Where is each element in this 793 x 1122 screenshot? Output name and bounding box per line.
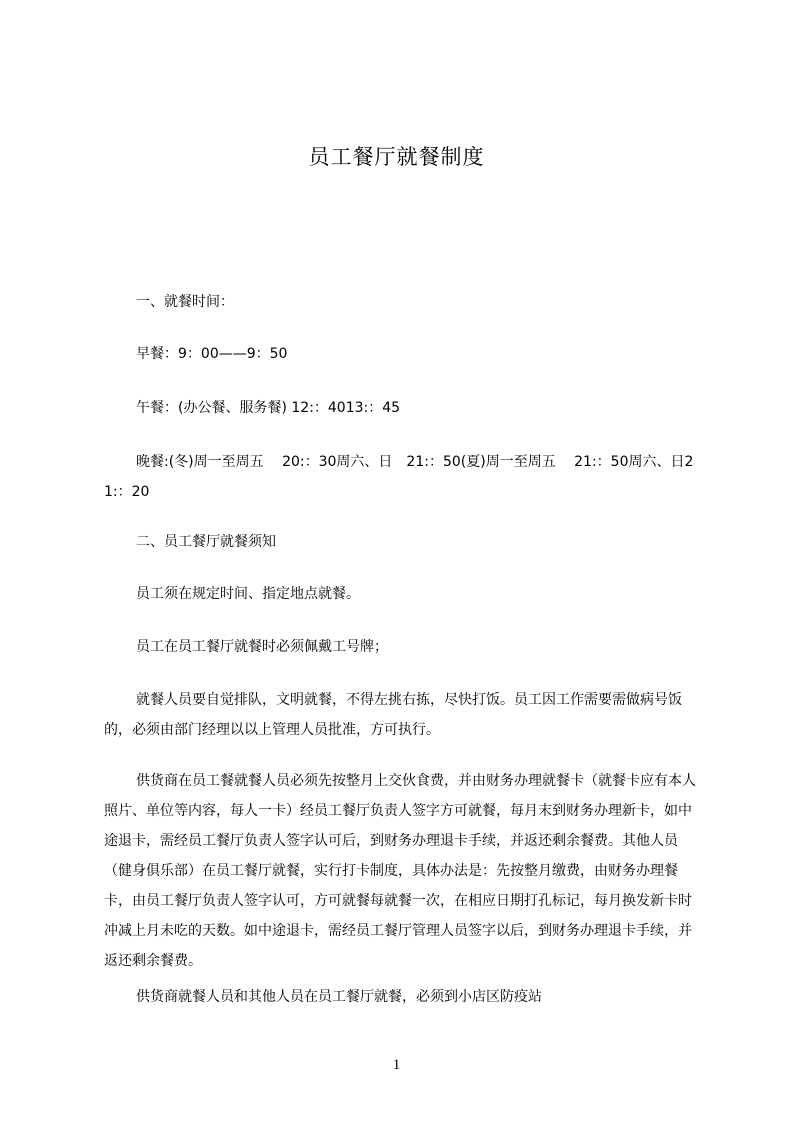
dinner-time: 晚餐:(冬)周一至周五 20:：30周六、日 21:：50(夏)周一至周五 21:：50周六、日21:：20 — [104, 454, 694, 500]
document-title: 员工餐厅就餐制度 — [308, 145, 485, 169]
page-number: 1 — [392, 1057, 401, 1073]
rule-designated-time-place: 员工须在规定时间、指定地点就餐。 — [136, 586, 360, 602]
lunch-time: 午餐：(办公餐、服务餐) 12:：4013:：45 — [136, 400, 401, 416]
breakfast-time: 早餐：9：00——9：50 — [136, 346, 288, 362]
rule-supplier-meal-card: 供货商在员工餐就餐人员必须先按整月上交伙食费，并由财务办理就餐卡（就餐卡应有本人照片、单位等内容，每人一卡）经员工餐厅负责人签字方可就餐，每月末到财务办理新卡，如中途退卡，需经员工餐厅负责人签字认可后，到财务办理退卡手续，并返还剩余餐费。其他人员（健身俱乐部）在员工餐厅就餐，实行打卡制度，具体办法是：先按整月缴费，由财务办理餐卡，由员工餐厅负责人签字认可，方可就餐每就餐一次，在相应日期打孔标记，每月换发新卡时冲减上月未吃的天数。如中途退卡，需经员工餐厅管理人员签字以后，到财务办理退卡手续，并返还剩余餐费。 — [104, 773, 696, 969]
section-heading-dining-rules: 二、员工餐厅就餐须知 — [136, 534, 276, 550]
rule-queue-and-sick-meal: 就餐人员要自觉排队，文明就餐，不得左挑右拣，尽快打饭。员工因工作需要需做病号饭的，必须由部门经理以以上管理人员批准，方可执行。 — [104, 692, 682, 738]
rule-epidemic-station: 供货商就餐人员和其他人员在员工餐厅就餐，必须到小店区防疫站 — [136, 989, 542, 1005]
rule-wear-badge: 员工在员工餐厅就餐时必须佩戴工号牌； — [136, 639, 388, 655]
section-heading-dining-time: 一、就餐时间： — [136, 294, 234, 310]
